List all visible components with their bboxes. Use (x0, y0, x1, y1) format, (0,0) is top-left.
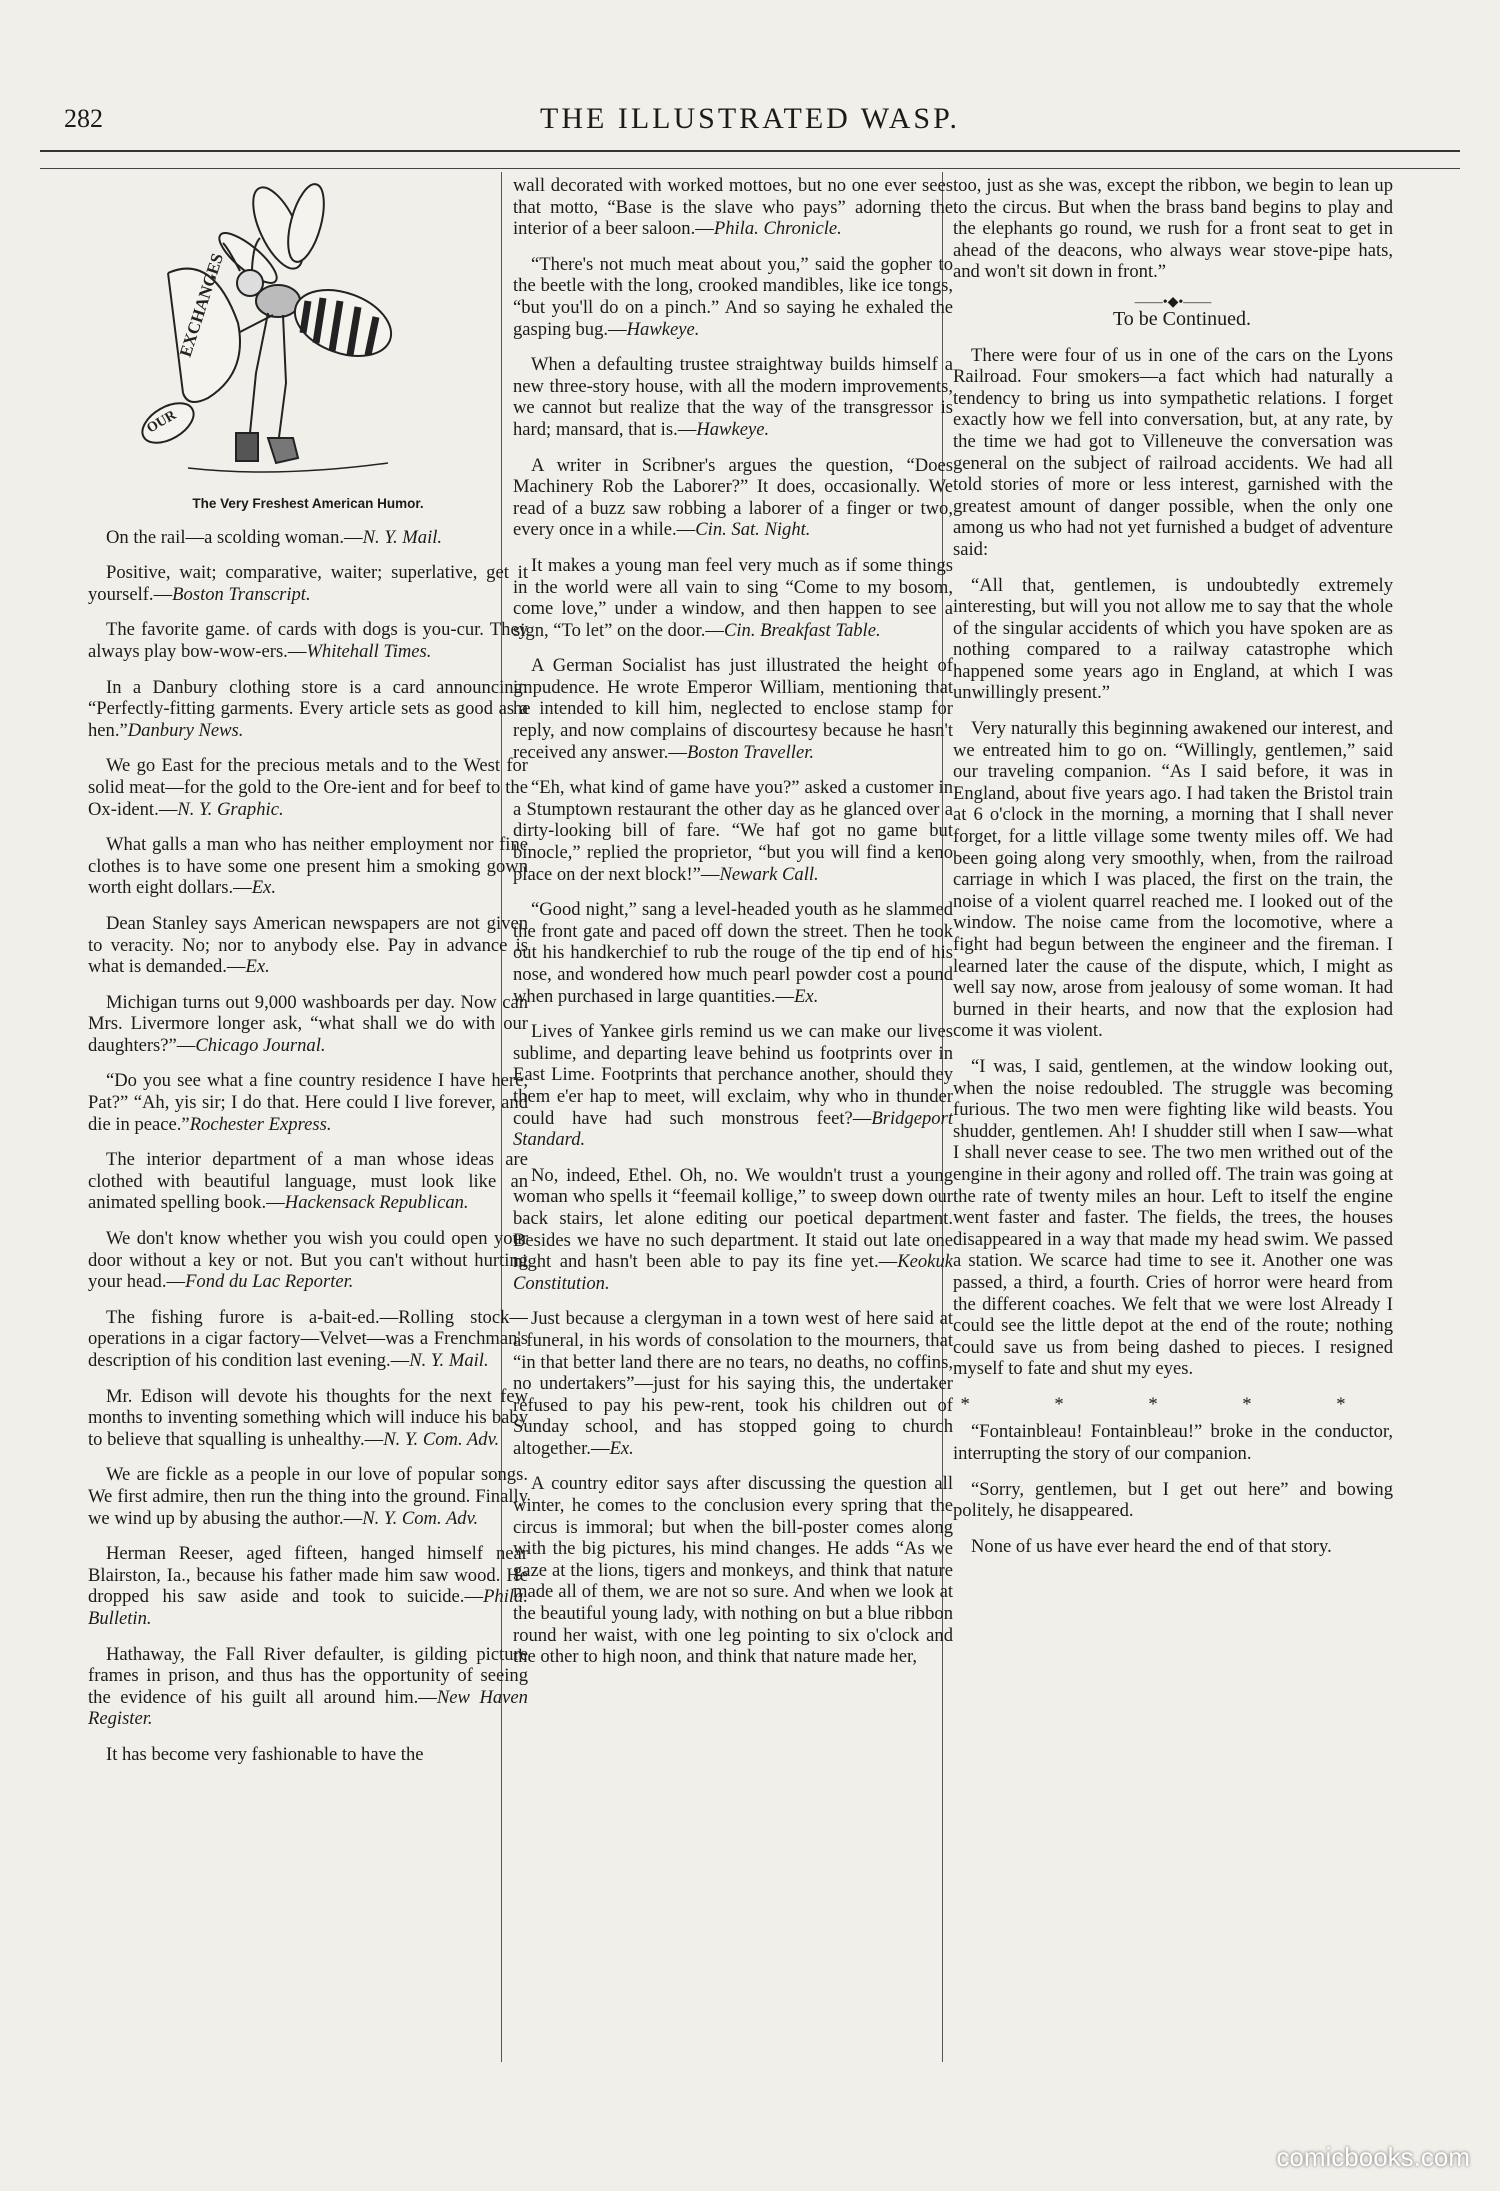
item-text: wall decorated with worked mottoes, but no one ever sees that motto, “Base is the slave who pays” adorning the interior of a beer saloon.— (513, 175, 953, 240)
item-text: A writer in Scribner's argues the question, “Does Machinery Rob the Laborer?” It does, occasionally. We read of a buzz saw robbing a laborer of a finger or two, every once in a while.— (513, 454, 953, 541)
news-item (88, 992, 528, 1057)
item-text: Hathaway, the Fall River defaulter, is gilding picture frames in prison, and thus has the opportunity of seeing the evidence of his guilt all around him.— (88, 1643, 528, 1708)
item-source: Boston Traveller. (686, 741, 815, 763)
item-text: What galls a man who has neither employment nor fine clothes is to have some one present him a smoking gown worth eight dollars.— (88, 834, 528, 899)
news-item (88, 1644, 528, 1730)
news-item (88, 562, 528, 605)
item-text: A country editor says after discussing the question all winter, he comes to the conclusion every spring that the circus is immoral; but when the bill-poster comes along with the big pictures, his mind changes. He adds “As we gaze at the lions, tigers and monkeys, and think that nature made all of them, we are not so sure. And when we look at the beautiful young lady, with nothing on but a blue ribbon round her waist, with one leg pointing to six o'clock and the other to high noon, and think that nature made her, (513, 1473, 953, 1668)
item-text: Just because a clergyman in a town west of here said at a funeral, in his words of consolation to the mourners, that “in that better land there are no tears, no deaths, no coffins, no undertakers”—just for his saying this, the undertaker refused to pay his pew-rent, took his children out of Sunday school, and has stopped going to church altogether.— (513, 1308, 953, 1459)
news-item (88, 1386, 528, 1451)
item-text: The favorite game. of cards with dogs is you-cur. They always play bow-wow-ers.— (88, 619, 528, 662)
news-item (88, 677, 528, 742)
banner-text: EXCHANGES (175, 250, 228, 360)
item-text: Lives of Yankee girls remind us we can make our lives sublime, and departing leave behind us footprints over in East Lime. Footprints that perchance another, should they them e'er hap to meet, will exclaim, why who in thunder could have had such monstrous feet?— (513, 1021, 953, 1129)
item-source: Whitehall Times. (306, 640, 432, 662)
item-source: Cin. Breakfast Table. (723, 619, 881, 641)
item-text: We don't know whether you wish you could open your door without a key or not. But you can't without hurting your head.— (88, 1228, 528, 1293)
column-1 (88, 175, 528, 2055)
item-text: We go East for the precious metals and to the West for solid meat—for the gold to the Ore-ient and for beef to the Ox-ident.— (88, 755, 528, 820)
item-text: The interior department of a man whose ideas are clothed with beautiful language, must look like an animated spelling book.— (88, 1149, 528, 1214)
item-text: Positive, wait; comparative, waiter; superlative, get it yourself.— (88, 562, 528, 605)
news-item (513, 175, 953, 240)
item-source: Fond du Lac Reporter. (185, 1271, 354, 1293)
item-source: N. Y. Com. Adv. (383, 1428, 500, 1450)
header-rule-thin (40, 168, 1460, 169)
item-source: Ex. (609, 1437, 634, 1459)
item-source: Ex. (245, 956, 270, 978)
item-source: Hackensack Republican. (284, 1192, 469, 1214)
item-text: Michigan turns out 9,000 washboards per day. Now can Mrs. Livermore longer ask, “what shall we do with our daughters?”— (88, 991, 528, 1056)
item-source: N. Y. Com. Adv. (362, 1507, 479, 1529)
story-paragraph: None of us have ever heard the end of that story. (971, 1535, 1332, 1557)
item-source: Ex. (251, 877, 276, 899)
news-item (88, 1464, 528, 1529)
item-source: Ex. (794, 985, 819, 1007)
column-3 (953, 175, 1393, 2055)
item-source: Bridgeport Standard. (513, 1107, 953, 1151)
item-source: Cin. Sat. Night. (695, 519, 811, 541)
item-text: A German Socialist has just illustrated the height of impudence. He wrote Emperor William, mentioning that he intended to kill him, neglected to enclose stamp for reply, and now complains of discourtesy because he hasn't received any answer.— (513, 655, 953, 763)
news-item (88, 1543, 528, 1629)
news-item (88, 1744, 528, 1766)
watermark: comicbooks.com (1276, 2142, 1470, 2172)
story-paragraph: “I was, I said, gentlemen, at the window looking out, when the noise redoubled. The struggle was becoming furious. The two men were fighting like wild beasts. You shudder, gentlemen. Ah! I shudder still when I saw—what I shall never cease to see. The two men writhed out of the engine in their agony and rolled off. The train was going at the rate of twenty miles an hour. Left to itself the engine went faster and faster. The fields, the trees, the houses disappeared in a way that made my head swim. We passed a station. We scarce had time to see it. Another one was passed, a third, a fourth. Cries of horror were heard from the different coaches. We felt that we were lost Already I could see the little depot at the end of the route; nothing could save us from being dashed to pieces. I resigned myself to fate and shut my eyes. (953, 1055, 1393, 1380)
item-source: N. Y. Graphic. (177, 798, 284, 820)
news-item (513, 1165, 953, 1295)
news-item (513, 1473, 953, 1667)
item-source: New Haven Register. (88, 1686, 528, 1730)
item-source: Phila. Bulletin. (88, 1586, 528, 1629)
item-text: “There's not much meat about you,” said the gopher to the beetle with the long, crooked mandibles, like ice tongs, “but you'll do on a pinch.” And so saying he exhaled the gasping bug.— (513, 253, 953, 340)
news-item (513, 455, 953, 541)
item-source: Chicago Journal. (195, 1034, 326, 1056)
item-source: Danbury News. (127, 719, 244, 741)
news-item (88, 1307, 528, 1372)
news-item (88, 619, 528, 662)
column-1-items (88, 527, 528, 1766)
news-item (513, 254, 953, 340)
item-source: Keokuk Constitution. (513, 1251, 953, 1294)
news-item (88, 527, 528, 549)
item-source: N. Y. Mail. (409, 1350, 489, 1371)
news-item (513, 899, 953, 1007)
news-item (513, 555, 953, 641)
item-text: We are fickle as a people in our love of popular songs. We first admire, then run the thing into the ground. Finally we wind up by abusing the author.— (88, 1464, 528, 1529)
story-paragraph: “Sorry, gentlemen, but I get out here” and bowing politely, he disappeared. (953, 1478, 1393, 1522)
column-2 (513, 175, 953, 2055)
item-text: On the rail—a scolding woman.— (106, 526, 363, 548)
ornament: ——•◆•—— (1134, 294, 1212, 310)
page-number: 282 (64, 104, 103, 133)
jar-text: OUR (144, 407, 179, 437)
story-paragraph: Very naturally this beginning awakened our interest, and we entreated him to go on. “Willingly, gentlemen,” said our traveling companion. “As I said before, it was in England, about five years ago. I had taken the Bristol train at 6 o'clock in the morning, a morning that I shall never forget, for a little village some twenty miles off. We had been going along very smoothly, when, from the railroad carriage in which I was placed, the first on the train, the noise of a violent quarrel reached me. I looked out of the window. The noise came from the locomotive, where a fight had begun between the engineer and the fireman. I learned later the cause of the dispute, which, I might as well say now, arose from jealousy of some woman. It had burned in their hearts, and now that the explosion had come it was violent. (953, 718, 1393, 1042)
item-source: Rochester Express. (189, 1113, 332, 1135)
story-paragraph: “Fontainbleau! Fontainbleau!” broke in the conductor, interrupting the story of our companion. (953, 1421, 1393, 1465)
news-item (88, 1070, 528, 1135)
section-stars: * * * * * (960, 1393, 1386, 1415)
item-text: “Eh, what kind of game have you?” asked a customer in a Stumptown restaurant the other day as he glanced over a dirty-looking bill of fare. “We haf got no game but binocle,” replied the proprietor, “but you will find a keno place on der next block!”— (513, 777, 953, 885)
item-source: Phila. Chronicle. (713, 218, 842, 240)
item-text: When a defaulting trustee straightway builds himself a new three-story house, with all the modern improvements, we cannot but realize that the way of the transgressor is hard; mansard, that is.— (513, 354, 953, 440)
news-item (513, 777, 953, 885)
news-item (513, 1021, 953, 1151)
story-paragraph: “All that, gentlemen, is undoubtedly extremely interesting, but will you not allow me to say that the whole of the singular accidents of which you have spoken are as nothing compared to a railway catastrophe which happened some years ago in England, at which I was unwillingly present.” (953, 574, 1393, 704)
column-3-items (953, 345, 1393, 1380)
wasp-illustration (88, 183, 528, 483)
column-2-items (513, 175, 953, 1668)
item-source: Hawkeye. (696, 418, 770, 440)
item-text: The fishing furore is a-bait-ed.—Rolling stock—operations in a cigar factory—Velvet—was a Frenchman's description of his condition last evening.— (88, 1306, 528, 1371)
column-3-ending (953, 1421, 1393, 1557)
news-item (88, 834, 528, 899)
page-header (40, 100, 1460, 150)
item-text: Herman Reeser, aged fifteen, hanged himself near Blairston, Ia., because his father made him saw wood. He dropped his saw aside and took to suicide.— (88, 1543, 528, 1608)
header-rule (40, 150, 1460, 152)
item-text: Mr. Edison will devote his thoughts for the next few months to inventing something which will induce his baby to believe that squalling is unhealthy.— (88, 1385, 528, 1450)
item-source: Boston Transcript. (172, 583, 311, 605)
story-paragraph: There were four of us in one of the cars on the Lyons Railroad. Four smokers—a fact which had naturally a tendency to bring us into sympathetic relations. I forget exactly how we fell into conversation, but, at any rate, by the time we had got to Villeneuve the conversation was general on the subject of railroad accidents. We had all told stories of more or less interest, garnished with the greatest amount of danger possible, when the only one among us who had not yet furnished a budget of adventure said: (953, 344, 1393, 560)
item-source: Hawkeye. (626, 318, 700, 340)
item-text: Dean Stanley says American newspapers are not given to veracity. No; nor to anybody else. Pay in advance is what is demanded.— (88, 912, 528, 978)
item-text: “Good night,” sang a level-headed youth as he slammed the front gate and paced off down the street. Then he took out his handkerchief to rub the rouge of the tip end of his nose, and wondered how much pearl powder cost a pound when purchased in large quantities.— (513, 899, 953, 1007)
continued-paragraph: too, just as she was, except the ribbon, we begin to lean up to the circus. But when the brass band begins to play and the elephants go round, we rush for a front seat to get in ahead of the deacons, who always wear stove-pipe hats, and won't sit down in front.” (953, 175, 1393, 283)
item-source: N. Y. Mail. (362, 526, 443, 548)
to-be-continued: To be Continued. (1112, 307, 1252, 330)
news-item (513, 1308, 953, 1459)
item-source: Newark Call. (719, 863, 819, 885)
item-text: It has become very fashionable to have the (106, 1743, 424, 1765)
item-text: No, indeed, Ethel. Oh, no. We wouldn't trust a young woman who spells it “feemail kollige,” to sweep down our back stairs, let alone editing our poetical department. Besides we have no such department. It staid out late one night and hasn't been able to pay its fine yet.— (513, 1164, 953, 1273)
illustration-caption: The Very Freshest American Humor. (192, 496, 424, 511)
wasp-exchanges-picture (128, 183, 448, 483)
masthead-title: THE ILLUSTRATED WASP. (540, 102, 960, 135)
news-item (513, 655, 953, 763)
news-item (88, 913, 528, 978)
item-text: In a Danbury clothing store is a card announcing: “Perfectly-fitting garments. Every article sets as good as a hen.” (88, 676, 528, 741)
item-text: It makes a young man feel very much as if some things in the world were all vain to sing “Come to my bosom, come love,” under a window, and then happen to see a sign, “To let” on the door.— (513, 554, 953, 641)
news-item (88, 1149, 528, 1214)
news-item (88, 755, 528, 820)
news-item (88, 1228, 528, 1293)
news-item (513, 354, 953, 440)
item-text: “Do you see what a fine country residence I have here, Pat?” “Ah, yis sir; I do that. Here could I live forever, and die in peace.” (88, 1070, 528, 1135)
